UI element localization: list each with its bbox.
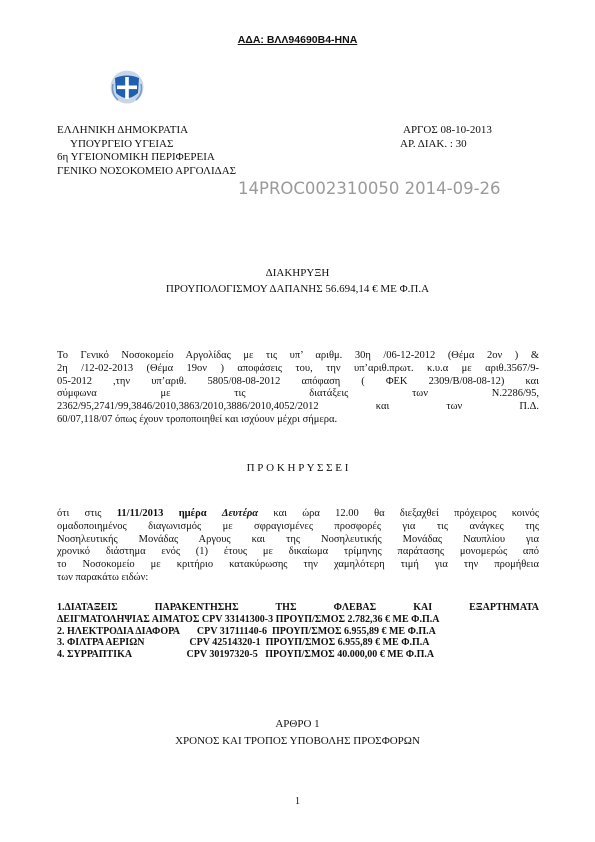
body-line: το Νοσοκομείο με κριτήριο κατακύρωσης την χαμηλότερη τιμή για την προμήθεια bbox=[57, 559, 539, 571]
intro-line: 05-2012 ,την υπ’αριθ. 5805/08-08-2012 απόφαση ( ΦΕΚ 2309/Β/08-08-12) και bbox=[57, 375, 539, 387]
intro-line: 60/07,118/07 όπως έχουν τροποποιηθεί και ισχύουν μέχρι σήμερα. bbox=[57, 413, 338, 425]
issuer-region: 6η ΥΓΕΙΟΝΟΜΙΚΗ ΠΕΡΙΦΕΡΕΙΑ bbox=[57, 151, 215, 163]
watermark-code: 14PROC002310050 2014-09-26 bbox=[238, 179, 501, 198]
item-line: 1.ΔΙΑΤΑΞΕΙΣ ΠΑΡΑΚΕΝΤΗΣΗΣ ΤΗΣ ΦΛΕΒΑΣ ΚΑΙ ΕΞΑΡΤΗΜΑΤΑ bbox=[57, 602, 539, 613]
reference-block bbox=[400, 124, 492, 151]
body-line-first: ότι στις 11/11/2013 ημέρα Δευτέρα και ώρα 12.00 θα διεξαχθεί πρόχειρος κοινός bbox=[57, 508, 539, 519]
issuer-block bbox=[57, 124, 236, 178]
article-number: ΑΡΘΡΟ 1 bbox=[275, 718, 320, 730]
proclaims-heading: Π Ρ Ο Κ Η Ρ Υ Σ Σ Ε Ι bbox=[246, 462, 349, 474]
tender-day: Δευτέρα bbox=[221, 508, 259, 519]
intro-line: Το Γενικό Νοσοκομείο Αργολίδας με τις υπ’ αριθμ. 30η /06-12-2012 (Θέμα 2ον ) & bbox=[57, 350, 539, 361]
issuer-country: ΕΛΛΗΝΙΚΗ ΔΗΜΟΚΡΑΤΙΑ bbox=[57, 124, 189, 136]
item-line: 4. ΣΥΡΡΑΠΤΙΚΑ CPV 30197320-5 ΠΡΟΥΠ/ΣΜΟΣ 40.000,00 € ΜΕ Φ.Π.Α bbox=[57, 649, 435, 661]
items-list bbox=[57, 602, 539, 661]
doc-title: ΔΙΑΚΗΡΥΞΗ bbox=[265, 267, 330, 279]
protocol-number: ΑΡ. ΔΙΑΚ. : 30 bbox=[400, 137, 467, 150]
intro-line: 2η /12-02-2013 (Θέμα 19ον ) αποφάσεις του, την υπ’αριθ.πρωτ. κ.υ.α με αριθ.3567/9- bbox=[57, 362, 539, 374]
intro-line: σύμφωνα με τις διατάξεις των Ν.2286/95, bbox=[57, 388, 539, 400]
body-line: ομαδοποιημένος διαγωνισμός με σφραγισμένες προσφορές για τις ανάγκες της bbox=[57, 520, 539, 532]
page-number: 1 bbox=[295, 796, 300, 807]
article-heading: ΧΡΟΝΟΣ ΚΑΙ ΤΡΟΠΟΣ ΥΠΟΒΟΛΗΣ ΠΡΟΣΦΟΡΩΝ bbox=[175, 735, 420, 747]
item-line: ΔΕΙΓΜΑΤΟΛΗΨΙΑΣ ΑΙΜΑΤΟΣ CPV 33141300-3 ΠΡΟΥΠ/ΣΜΟΣ 2.782,36 € ΜΕ Φ.Π.Α bbox=[57, 613, 440, 625]
issuer-hospital: ΓΕΝΙΚΟ ΝΟΣΟΚΟΜΕΙΟ ΑΡΓΟΛΙΔΑΣ bbox=[57, 164, 237, 177]
place-date: ΑΡΓΟΣ 08-10-2013 bbox=[403, 124, 492, 136]
greek-coat-of-arms-icon bbox=[110, 70, 144, 104]
tender-date: 11/11/2013 bbox=[116, 508, 164, 519]
item-line: 2. ΗΛΕΚΤΡΟΔΙΑ ΔΙΑΦΟΡΑ CPV 31711140-6 ΠΡΟΥΠ/ΣΜΟΣ 6.955,89 € ΜΕ Φ.Π.Α bbox=[57, 625, 436, 637]
body-line: Νοσηλευτικής Μονάδας Αργους και της Νοσηλευτικής Μονάδας Ναυπλίου για bbox=[57, 533, 539, 545]
intro-paragraph bbox=[57, 350, 539, 427]
intro-line: 2362/95,2741/99,3846/2010,3863/2010,3886/2010,4052/2012 και των Π.Δ. bbox=[57, 401, 539, 413]
body-line: των παρακάτω ειδών: bbox=[57, 571, 149, 583]
body-line: χρονικό διάστημα ενός (1) έτους με δικαίωμα τρίμηνης παράτασης μονομερώς από bbox=[57, 546, 539, 558]
item-line: 3. ΦΙΛΤΡΑ ΑΕΡΙΩΝ CPV 42514320-1 ΠΡΟΥΠ/ΣΜΟΣ 6.955,89 € ΜΕ Φ.Π.Α bbox=[57, 637, 430, 649]
doc-budget: ΠΡΟΥΠΟΛΟΓΙΣΜΟΥ ΔΑΠΑΝΗΣ 56.694,14 € ΜΕ Φ.Π.Α bbox=[165, 283, 430, 295]
ada-code: ΑΔΑ: ΒΛΛ94690Β4-ΗΝΑ bbox=[237, 34, 358, 46]
body-paragraph bbox=[57, 508, 539, 585]
issuer-ministry: ΥΠΟΥΡΓΕΙΟ ΥΓΕΙΑΣ bbox=[70, 137, 174, 150]
